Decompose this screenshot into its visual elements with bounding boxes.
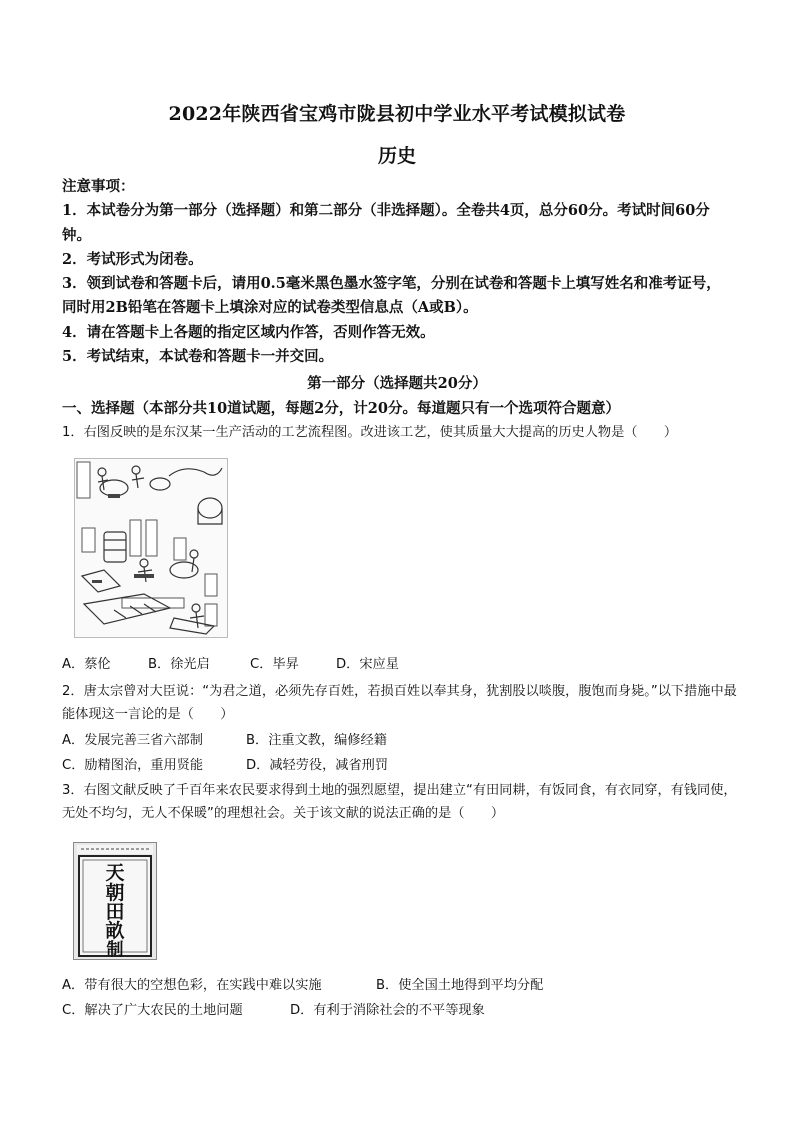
option-b[interactable]: B．注重文教，编修经籍 <box>246 733 387 748</box>
question-3 <box>62 779 738 825</box>
tianchao-tianmu-zhidu-cover <box>73 842 157 960</box>
exam-title: 2022年陕西省宝鸡市陇县初中学业水平考试模拟试卷 <box>168 103 626 125</box>
question-1 <box>62 421 738 444</box>
option-c[interactable]: C．解决了广大农民的土地问题 <box>62 1003 243 1018</box>
notes-heading: 注意事项： <box>62 178 135 195</box>
notes-item: 3．领到试卷和答题卡后，请用0.5毫米黑色墨水签字笔，分别在试卷和答题卡上填写姓名和准考证号，同时用2B铅笔在答题卡上填涂对应的试卷类型信息点（A或B）。 <box>62 275 721 317</box>
svg-text:制: 制 <box>106 940 124 960</box>
notes-item: 4．请在答题卡上各题的指定区域内作答，否则作答无效。 <box>62 323 435 341</box>
option-d[interactable]: D．宋应星 <box>336 657 399 672</box>
option-a[interactable]: A．发展完善三省六部制 <box>62 733 203 748</box>
option-d[interactable]: D．有利于消除社会的不平等现象 <box>290 1003 485 1018</box>
notes-item: 1．本试卷分为第一部分（选择题）和第二部分（非选择题）。全卷共4页，总分60分。考试时间60分钟。 <box>62 202 710 244</box>
exam-subject: 历史 <box>377 145 416 167</box>
option-b[interactable]: B．使全国土地得到平均分配 <box>376 978 544 993</box>
question-2 <box>62 680 738 726</box>
svg-text:畝: 畝 <box>105 920 125 942</box>
option-a[interactable]: A．蔡伦 <box>62 657 111 672</box>
option-c[interactable]: C．励精图治，重用贤能 <box>62 758 204 773</box>
svg-text:田: 田 <box>105 901 125 923</box>
notes-item: 2．考试形式为闭卷。 <box>62 250 203 268</box>
section-title: 一、选择题（本部分共10道试题，每题2分，计20分。每道题只有一个选项符合题意） <box>62 400 620 417</box>
options-row <box>62 999 738 1022</box>
question-stem: 2．唐太宗曾对大臣说：“为君之道，必须先存百姓，若损百姓以奉其身，犹割股以啖腹，腹饱而身毙。”以下措施中最能体现这一言论的是（ ） <box>62 684 737 722</box>
option-d[interactable]: D．减轻劳役，减省刑罚 <box>246 758 389 773</box>
options-row <box>62 974 738 997</box>
part1-title: 第一部分（选择题共20分） <box>307 375 487 392</box>
options-row <box>62 754 738 777</box>
question-stem: 3．右图文献反映了千百年来农民要求得到土地的强烈愿望，提出建立“有田同耕，有饭同食，有衣同穿，有钱同使，无处不均匀，无人不保暖”的理想社会。关于该文献的说法正确的是（ ） <box>62 783 737 821</box>
option-b[interactable]: B．徐光启 <box>148 657 210 672</box>
svg-text:朝: 朝 <box>105 882 125 904</box>
option-a[interactable]: A．带有很大的空想色彩，在实践中难以实施 <box>62 978 322 993</box>
notes-item: 5．考试结束，本试卷和答题卡一并交回。 <box>62 348 334 366</box>
option-c[interactable]: C．毕昇 <box>250 657 299 672</box>
options-row <box>62 653 738 676</box>
exam-notes <box>62 175 734 369</box>
options-row <box>62 729 738 752</box>
question-stem: 1．右图反映的是东汉某一生产活动的工艺流程图。改进该工艺，使其质量大大提高的历史人物是（ ） <box>62 425 678 440</box>
papermaking-process-illustration <box>74 458 228 638</box>
svg-text:天: 天 <box>105 862 125 884</box>
